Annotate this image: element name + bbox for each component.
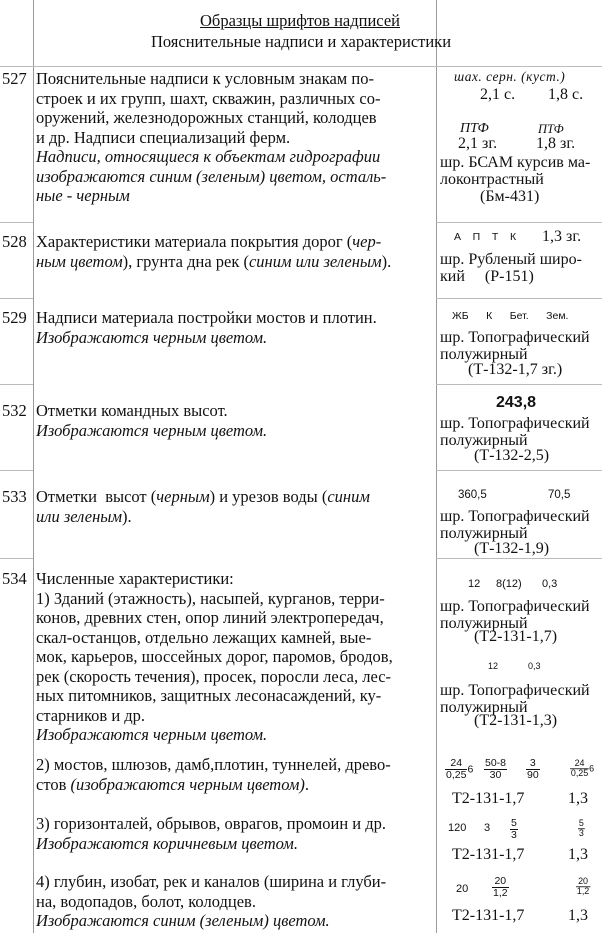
desc-line-italic: изображаются синим (зеленым) цветом, осталь- xyxy=(36,166,387,186)
font-name: шр. Топографический xyxy=(440,598,590,615)
size-label: 1,3 зг. xyxy=(542,228,582,245)
font-name: шр. Топографический xyxy=(440,682,590,699)
font-name: шр. Топографический xyxy=(440,329,590,346)
font-code: (Бм-431) xyxy=(480,188,540,205)
size-label: 1,8 с. xyxy=(548,86,584,103)
font-example xyxy=(440,384,600,470)
column-divider-right xyxy=(436,0,437,933)
sample-text: ПТФ xyxy=(538,122,564,136)
desc-line: 3) горизонталей, обрывов, оврагов, промоин и др. xyxy=(36,814,387,833)
desc-line: Характеристики материала покрытия дорог (чер- xyxy=(36,232,382,251)
row-number: 529 xyxy=(2,308,27,327)
size-label: 1,3 xyxy=(568,846,588,863)
sample-text: 3 xyxy=(484,822,491,834)
size-label: 2,1 зг. xyxy=(458,135,498,152)
font-example xyxy=(440,812,600,868)
sample-text: шах. серн. (куст.) xyxy=(454,69,566,84)
font-example xyxy=(440,558,600,738)
sample-text: 360,5 xyxy=(458,489,487,501)
font-example xyxy=(440,872,600,932)
desc-line-italic: Изображаются коричневым цветом. xyxy=(36,833,298,853)
row-number: 534 xyxy=(2,569,27,588)
font-code: (Т-132-2,5) xyxy=(474,447,550,464)
font-name: шр. Топографический xyxy=(440,415,590,432)
fraction-sample: $\frac{20}{1,2}$ xyxy=(576,876,590,897)
desc-line-italic: Изображаются черным цветом. xyxy=(36,327,268,347)
row-description xyxy=(36,401,432,440)
font-name: шр. БСАМ курсив ма- xyxy=(440,154,591,171)
desc-line-italic: Изображаются черным цветом. xyxy=(36,420,268,440)
sample-text: 0,3 xyxy=(542,578,558,590)
row-divider xyxy=(0,384,33,385)
desc-line: старников и др. xyxy=(36,705,146,725)
font-code: (Т2-131-1,3) xyxy=(474,712,558,729)
size-label: 1,3 xyxy=(568,790,588,807)
desc-line-italic: Надписи, относящиеся к объектам гидрографии xyxy=(36,147,381,166)
page-title: Образцы шрифтов надписей xyxy=(200,11,400,30)
desc-line: Отметки высот (черным) и урезов воды (синим xyxy=(36,487,370,506)
row-number: 532 xyxy=(2,401,27,420)
desc-line: на, водопадов, болот, колодцев. xyxy=(36,891,256,911)
row-description xyxy=(36,308,432,347)
sample-text: 20 xyxy=(456,883,469,895)
size-label: 1,8 зг. xyxy=(536,135,576,152)
desc-line: мок, карьеров, шоссейных дорог, паромов, бродов, xyxy=(36,647,393,666)
row-divider xyxy=(0,558,33,559)
row-description xyxy=(36,872,432,931)
desc-line: ных питомников, защитных лесонасаждений, ку- xyxy=(36,686,382,705)
fraction-sample: $\frac{20}{1,2}$ xyxy=(493,875,508,899)
sample-text: ЖБ К Бет. Зем. xyxy=(452,310,569,322)
font-example xyxy=(440,298,600,384)
row-number: 527 xyxy=(2,69,27,88)
sample-text: 8(12) xyxy=(496,578,522,590)
row-description xyxy=(36,814,432,853)
page-subtitle: Пояснительные надписи и характеристики xyxy=(150,32,452,51)
desc-line: 1) Зданий (этажность), насыпей, курганов, терри- xyxy=(36,588,385,608)
desc-line: 2) мостов, шлюзов, дамб,плотин, туннелей, древо- xyxy=(36,755,391,774)
desc-line: оружений, железнодорожных станций, колодцев xyxy=(36,108,377,127)
desc-line: Надписи материала постройки мостов и плотин. xyxy=(36,308,377,327)
desc-line: скал-останцов, отдельно лежащих камней, вые- xyxy=(36,627,372,647)
row-description xyxy=(36,232,432,271)
row-description xyxy=(36,569,432,745)
desc-line: Пояснительные надписи к условным знакам по- xyxy=(36,69,374,88)
sample-text: 120 xyxy=(448,822,467,834)
font-name: локонтрастный xyxy=(440,171,544,188)
row-number: 533 xyxy=(2,487,27,506)
font-name: шр. Топографический xyxy=(440,508,590,525)
desc-line: Отметки командных высот. xyxy=(36,401,228,420)
font-name: полужирный xyxy=(440,346,528,363)
fraction-sample: $\frac{3}{90}$ xyxy=(527,757,539,781)
sample-text: ПТФ xyxy=(460,121,489,136)
font-name: шр. Рубленый широ- xyxy=(440,251,582,268)
desc-line: строек и их групп, шахт, скважин, различных со- xyxy=(36,88,381,108)
desc-line: или зеленым). xyxy=(36,506,132,526)
sample-text: 70,5 xyxy=(548,489,571,501)
desc-line-italic: ные - черным xyxy=(36,186,130,205)
font-name: полужирный xyxy=(440,615,528,632)
fraction-sample: $\frac{5}{3}$ xyxy=(578,818,584,839)
row-divider xyxy=(0,298,33,299)
fraction-sample: $\frac{5}{3}$ xyxy=(511,817,517,841)
row-description xyxy=(36,487,432,526)
desc-line: стов (изображаются черным цветом). xyxy=(36,774,309,794)
font-code: (Т-132-1,9) xyxy=(474,540,550,557)
font-code: (Т-132-1,7 зг.) xyxy=(468,361,563,378)
font-name: полужирный xyxy=(440,432,528,449)
fraction-sample: $\frac{24}{0,25}$ 6 xyxy=(446,757,474,781)
font-code: (Т2-131-1,7) xyxy=(474,628,558,645)
font-code: Т2-131-1,7 xyxy=(452,790,525,807)
sample-text: 0,3 xyxy=(528,661,541,671)
font-name: полужирный xyxy=(440,699,528,716)
font-code: Т2-131-1,7 xyxy=(452,846,525,863)
fraction-sample: $\frac{50-8}{30}$ xyxy=(485,757,507,781)
column-divider-left xyxy=(33,0,34,933)
sample-text: 12 xyxy=(468,578,481,590)
desc-line: Численные характеристики: xyxy=(36,569,234,588)
font-example xyxy=(440,750,600,810)
row-divider xyxy=(0,470,33,471)
font-code: Т2-131-1,7 xyxy=(452,907,525,924)
desc-line-italic: Изображаются черным цветом. xyxy=(36,725,268,744)
font-example xyxy=(440,222,600,298)
sample-text: 12 xyxy=(488,661,499,671)
font-example xyxy=(440,470,600,558)
desc-line: ным цветом), грунта дна рек (синим или зеленым). xyxy=(36,251,392,271)
sample-text: 243,8 xyxy=(496,394,537,411)
row-number: 528 xyxy=(2,232,27,251)
size-label: 2,1 с. xyxy=(480,86,516,103)
row-divider xyxy=(0,222,33,223)
sample-text: А П Т К xyxy=(454,231,517,243)
row-description xyxy=(36,755,432,794)
desc-line: конов, древних стен, опор линий электропередач, xyxy=(36,608,384,627)
font-example xyxy=(440,66,600,222)
desc-line: 4) глубин, изобат, рек и каналов (ширина и глуби- xyxy=(36,872,387,891)
fraction-sample: $\frac{24}{0,25}$ 6 xyxy=(570,758,595,779)
font-code: кий (Р-151) xyxy=(440,268,534,285)
font-name: полужирный xyxy=(440,525,528,542)
desc-line: и др. Надписи специализаций ферм. xyxy=(36,127,291,147)
row-description xyxy=(36,69,432,206)
desc-line-italic: Изображаются синим (зеленым) цветом. xyxy=(36,911,330,930)
size-label: 1,3 xyxy=(568,907,588,924)
desc-line: рек (скорость течения), просек, поросли леса, лес- xyxy=(36,666,392,686)
